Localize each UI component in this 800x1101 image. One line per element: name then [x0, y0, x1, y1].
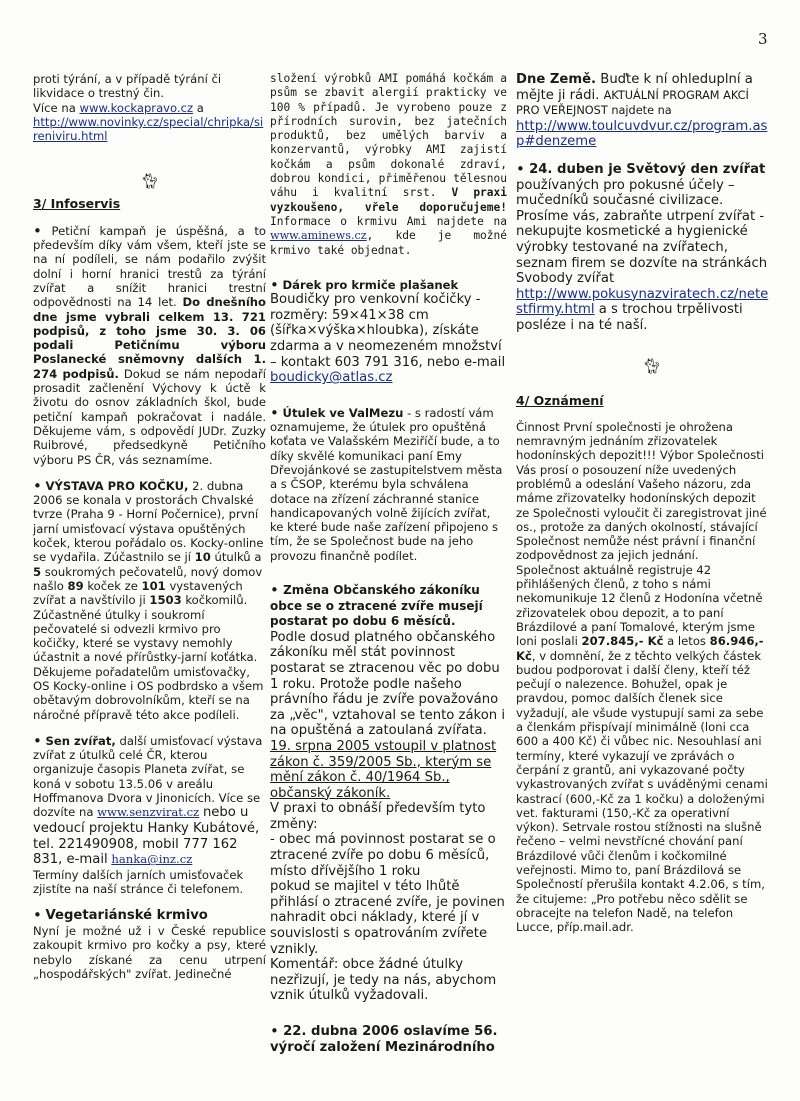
intro-more: Více na	[33, 100, 76, 115]
bullet-icon: •	[270, 275, 279, 294]
exhibition-shown-count: 101	[141, 578, 166, 593]
bullet-icon: •	[33, 476, 42, 495]
link-aminews[interactable]: www.aminews.cz	[270, 229, 367, 243]
civil-code-text-3: - obec má povinnost postarat se o ztracené zvíře po dobu 6 měsíců, místo dřívějšího 1 roku	[270, 832, 496, 879]
shelter-title: Útulek ve ValMezu	[282, 405, 404, 420]
announcement-paragraph-2	[516, 563, 771, 935]
exhibition-text-3: soukromých pečovatelů, nový domov našlo	[33, 564, 263, 593]
ami-bold: V praxi vyzkoušeno, vřele doporučujeme!	[270, 186, 507, 214]
petition-paragraph	[33, 221, 267, 467]
earth-day-text-2: AKTUÁLNÍ PROGRAM AKCÍ PRO VEŘEJNOST najdete na	[516, 88, 749, 118]
link-novinky[interactable]: http://www.novinky.cz/special/chripka/sireniviru.html	[33, 114, 264, 144]
bullet-icon: •	[33, 221, 42, 240]
announcement-paragraph-1	[516, 420, 771, 563]
earth-day-paragraph	[270, 1024, 507, 1055]
lab-animals-title: 24. duben je Světový den zvířat	[529, 161, 766, 177]
lab-animals-text-2: a s trochou trpělivosti posléze i na té naší.	[516, 302, 743, 333]
exhibition-adopted-count: 89	[67, 578, 84, 593]
page-number: 3	[758, 30, 768, 48]
link-pokusynazviratech[interactable]: http://www.pokusynazviratech.cz/netestfirmy.html	[516, 286, 769, 318]
bullet-icon: •	[33, 731, 42, 750]
sen-zvirat-title: Sen zvířat,	[45, 733, 116, 748]
earth-day-text-1: Buďte k ní ohleduplní a mějte ji rádi.	[516, 72, 753, 103]
cat-divider-icon: 🐈︎	[139, 172, 160, 191]
earth-day-continued	[516, 72, 771, 150]
sen-zvirat-text-3: Termíny dalších jarních umisťovaček zjistíte na naší stránce či telefonem.	[33, 867, 244, 897]
link-toulcuvdvur[interactable]: http://www.toulcuvdvur.cz/program.asp#denzeme	[516, 118, 768, 150]
section-3-heading: 3/ Infoservis	[33, 196, 121, 212]
gift-paragraph	[270, 275, 507, 386]
bullet-icon: •	[270, 1022, 279, 1041]
link-senzvirat[interactable]: www.senzvirat.cz	[97, 805, 200, 820]
link-kockapravo[interactable]: www.kockapravo.cz	[79, 100, 194, 115]
earth-day-bold: Dne Země.	[516, 72, 597, 87]
civil-code-text-1: Podle dosud platného občanského zákoníku měl stát povinnost postarat se ztracenou věc po dobu 1 roku. Protože podle našeho právního řádu je zvíře považováno za „věc", vztahoval se tento zákon i na opuštěná a zatoulaná zvířata.	[270, 629, 505, 739]
petition-text-2: Dokud se nám nepodaří prosadit začlenění Výchovy k úctě k životu do osnov základních škol, bude petiční kampaň pokračovat i nadále. Děkujeme vám, s odpovědí JUDr. Zuzky Ruibrové, předsedkyně Petičního výboru PS ČR, vás seznamíme.	[33, 366, 267, 467]
link-email-hanka[interactable]: hanka@inz.cz	[111, 852, 193, 867]
column-1	[33, 72, 266, 981]
civil-code-comment: Komentář: obce žádné útulky nezřizují, je tedy na nás, abychom vznik útulků vyžadovali.	[270, 957, 497, 1004]
bullet-icon: •	[516, 159, 525, 178]
intro-paragraph	[33, 72, 266, 143]
ami-text-3: , kde je možné krmivo také objednat.	[270, 229, 507, 257]
gift-text: Boudičky pro venkovní kočičky - rozměry: 59×41×38 cm (šířka×výška×hloubka), získáte zdarma a v neomezeném množství – kontakt 603 791 316, nebo e-mail	[270, 292, 506, 370]
ami-paragraph	[270, 72, 507, 258]
civil-code-text-2: V praxi to obnáší především tyto změny:	[270, 801, 486, 832]
announcement-text-2: Společnost aktuálně registruje 42 přihlášených členů, z toho s námi nekomunikuje 12 členů z Hodonína včetně zřizovatelek obou depozit, a to paní Brázdilové a paní Tomalové, kterým jsme loni poslali	[516, 562, 763, 649]
announcement-text-1: Činnost První společnosti je ohrožena nemravným jednáním zřizovatelek hodonínských depozit!!! Výbor Společnosti Vás prosí o posouzení níže uvedených problémů a odeslání Vašeho názoru, zda máme zřizovatelky hodonínských depozit ze Společnosti vyloučit či zaregistrovat jiné os., protože za daných okolností, stávající Společnost nemůže nést právní i finanční zodpovědnost za jejich jednání.	[516, 419, 767, 563]
civil-code-law: 19. srpna 2005 vstoupil v platnost zákon č. 359/2005 Sb., kterým se mění zákon č. 40/1964 Sb., občanský zákoník.	[270, 738, 497, 801]
exhibition-text-2: útulků a	[214, 550, 262, 565]
sen-zvirat-text-1: další umisťovací výstava zvířat z útulků celé ČR, kterou organizuje časopis Planeta zvířat, se koná v sobotu 13.5.06 v areálu Hoffmanova Dvora v Jinonicích. Více se dozvíte na	[33, 733, 263, 820]
civil-code-text-4: pokud se majitel v této lhůtě přihlásí o ztracené zvíře, je povinen nahradit obci náklady, které jí v souvislosti s opatrováním zvířete vznikly.	[270, 879, 505, 957]
sen-zvirat-paragraph	[33, 731, 266, 897]
announcement-text-4: , v domnění, že z těchto velkých částek budou podporovat i další členy, kteří též pečují o nalezence. Bohužel, opak je pravdou, pomoc dalších členek sice vyžadují, ale všude vystupují sami za sebe a členkám přispívají minimálně (loni cca 600 a 400 Kč) či vůbec nic. Nesouhlasí ani termíny, které vykazují ve zprávách o čerpání z grantů, ani vykazované počty vykastrovaných zvířat s uváděnými cenami kastrací (600,-Kč za 1 kočku) a doloženými vet. fakturami (150,-Kč za operativní výkon). Setrvale rostou stížnosti na slušně řečeno – velmi nevstřícné chování paní Brázdilové vůči členům i kočkomilné veřejnosti. Mimo to, paní Brázdilová se Společností přerušila kontakt 4.2.06, s tím, že citujeme: „Pro potřebu něco sdělit se obracejte na telefon Nadě, na telefon Lucce, příp.mail.adr.	[516, 648, 768, 935]
vegetarian-paragraph	[33, 908, 266, 981]
vegetarian-title: Vegetariánské krmivo	[45, 908, 208, 924]
vegetarian-text: Nyní je možné už i v České republice zakoupit krmivo pro kočky a psy, které nebylo získané za cenu utrpení „hospodářských" zvířat. Jedinečné	[33, 923, 266, 981]
exhibition-paragraph	[33, 476, 266, 722]
intro-and: a	[196, 100, 204, 115]
lab-animals-text-1: používaných pro pokusné účely – mučedníků současné civilizace. Prosíme vás, zabraňte utrpení zvířat - nekupujte kosmetické a hygienické výrobky testované na zvířatech, seznam firem se dozvíte na stránkách Svobody zvířat	[516, 177, 768, 287]
shelter-text: - s radostí vám oznamujeme, že útulek pro opuštěná koťata ve Valašském Meziříčí bude, a to díky skvělé komunikaci paní Emy Dřevojánkové se zastupitelstvem města a s ČSOP, kterému byla schválena dotace na zřízení záchranné stanice handicapovaných volně žijících zvířat, ke které bude naše zařízení připojeno s tím, že se Společnost bude na jeho provozu finančně podílet.	[270, 405, 503, 563]
petition-bold: Do dnešního dne jsme vybrali celkem 13. 721 podpisů, z toho jsme 30. 3. 06 podali Petičnímu výboru Poslanecké sněmovny dalších 1. 274 podpisů.	[33, 295, 267, 381]
petition-text-1: Petiční kampaň je úspěšná, a to především díky vám všem, kteří jste se na ní podíleli, se nám podařilo zvýšit dolní i horní hranici trestů za týrání zvířat a snížit hranici trestní odpovědnosti na 14 let.	[33, 223, 266, 310]
exhibition-text-6: kočkomilů. Zúčastněné útulky i soukromí pečovatelé si odvezli krmivo pro kočičky, které se vystavy nemohly účastnit a nové přírůstky-jarní koťátka. Děkujeme pořadatelům umisťovačky, OS Kocky-online i OS podbrdsko a všem obětavým dobrovolníkům, kteří se na náročné přípravě této akce podíleli.	[33, 593, 264, 722]
gift-title: Dárek pro krmiče plašanek	[282, 277, 459, 292]
earth-day-title: 22. dubna 2006 oslavíme 56. výročí založení Mezinárodního	[270, 1024, 498, 1055]
bullet-icon: •	[270, 403, 279, 422]
exhibition-text-1: 2. dubna 2006 se konala v prostorách Chvalské tvrze (Praha 9 - Horní Počernice), první jarní umisťovací výstava opuštěných koček, kterou pořádalo os. Kocky-online se vydařila. Zúčastnilo se jí	[33, 478, 264, 565]
civil-code-paragraph	[270, 580, 507, 1004]
amount-this-year: 86.946,- Kč	[516, 634, 764, 663]
exhibition-visitors-count: 1503	[149, 593, 182, 608]
column-3	[516, 72, 771, 934]
amount-last-year: 207.845,- Kč	[581, 634, 664, 649]
exhibition-text-4: koček ze	[87, 578, 138, 593]
section-4-heading: 4/ Oznámení	[516, 392, 604, 408]
column-2	[270, 72, 507, 1055]
exhibition-carers-count: 5	[33, 564, 42, 579]
ami-text-2: Informace o krmivu Ami najdete na	[270, 214, 507, 228]
civil-code-title: Změna Občanského zákoníku obce se o ztracené zvíře musejí postarat po dobu 6 měsíců.	[270, 582, 483, 629]
sen-zvirat-text-2: nebo u vedoucí projektu Hanky Kubátové, tel. 221490908, mobil 777 162 831, e-mail	[33, 805, 260, 868]
ami-text-1: složení výrobků AMI pomáhá kočkám a psům se zbavit alergií prakticky ve 100 % případů. Je vyrobeno pouze z přírodních surovin, bez jatečních produktů, bez umělých barviv a konzervantů, výrobky AMI zajistí kočkám a psům dokonalé zdraví, dobrou kondici, přiměřenou tělesnou váhu i kvalitní srst.	[270, 72, 507, 200]
bullet-icon: •	[33, 906, 42, 925]
lab-animals-paragraph	[516, 159, 771, 334]
exhibition-text-5: vystavených zvířat a navštívilo ji	[33, 578, 243, 608]
exhibition-title: VÝSTAVA PRO KOČKU,	[45, 478, 189, 493]
intro-text: proti týrání, a v případě týrání či likvidace o trestný čin.	[33, 72, 222, 101]
bullet-icon: •	[270, 580, 279, 599]
link-email-boudicky[interactable]: boudicky@atlas.cz	[270, 370, 393, 386]
announcement-text-3: a letos	[667, 634, 706, 649]
cat-divider-icon: 🐈︎	[641, 356, 661, 375]
exhibition-shelters-count: 10	[194, 550, 211, 565]
shelter-paragraph	[270, 403, 507, 563]
